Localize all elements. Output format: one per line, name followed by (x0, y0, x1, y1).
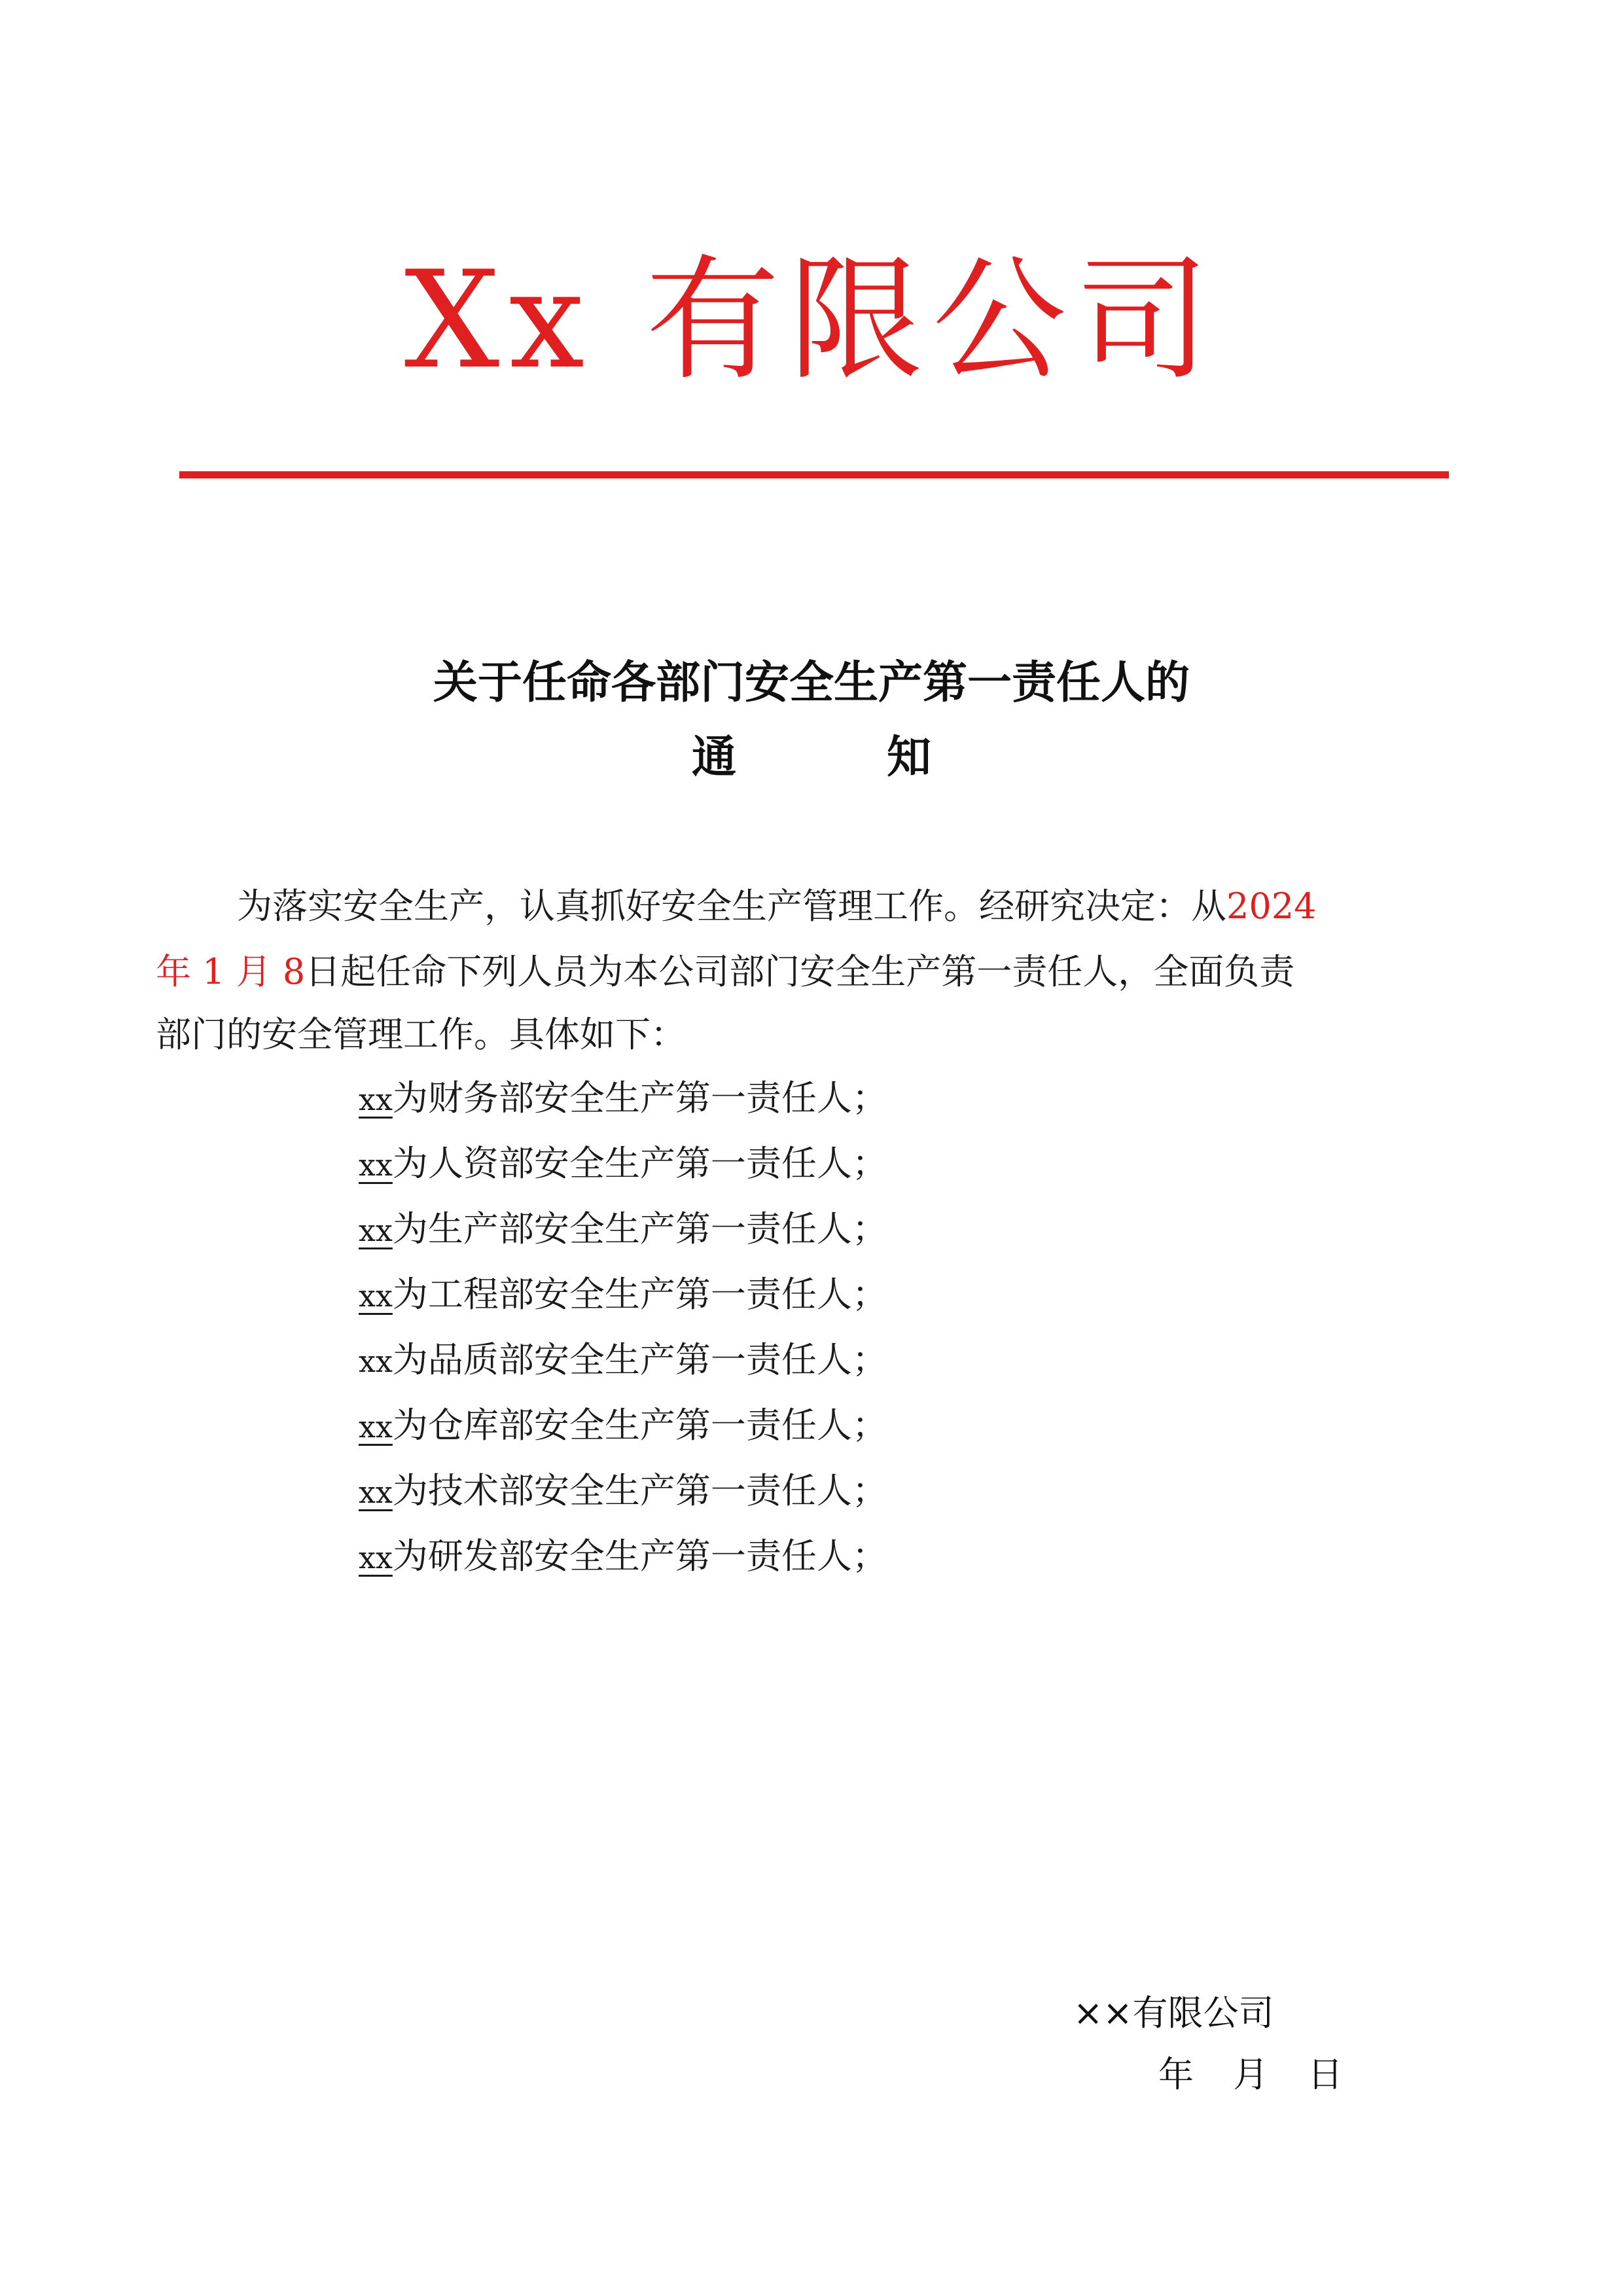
intro-line1-text: 为落实安全生产，认真抓好安全生产管理工作。经研究决定：从 (237, 886, 1226, 927)
appointment-item (359, 1262, 887, 1327)
company-letterhead: Xx 有限公司 (404, 243, 1219, 399)
intro-paragraph-line-1 (156, 874, 1484, 939)
appointment-text: 为工程部安全生产第一责任人； (392, 1274, 887, 1315)
letterhead-red-rule (179, 471, 1449, 478)
appointment-text: 为研发部安全生产第一责任人； (392, 1535, 887, 1577)
appointee-name: xx (359, 1475, 393, 1510)
appointment-item (359, 1066, 887, 1131)
appointment-item (359, 1524, 887, 1589)
appointee-name: xx (359, 1082, 393, 1117)
appointment-item (359, 1393, 887, 1458)
appointment-item (359, 1131, 887, 1196)
intro-year: 2024 (1226, 886, 1317, 927)
intro-paragraph-line-3: 部门的安全管理工作。具体如下： (156, 1014, 686, 1055)
signature-month-label: 月 (1233, 2054, 1268, 2095)
signature-company: ××有限公司 (1073, 1992, 1274, 2034)
appointment-text: 为品质部安全生产第一责任人； (392, 1339, 887, 1380)
document-title-line-1: 关于任命各部门安全生产第一责任人的 (433, 657, 1190, 709)
signature-year-label: 年 (1158, 2054, 1194, 2095)
appointee-name: xx (359, 1344, 393, 1379)
intro-date: 年 1 月 8 (156, 951, 306, 992)
intro-paragraph-line-2 (156, 939, 1484, 1005)
appointee-name: xx (359, 1540, 393, 1575)
appointment-item (359, 1327, 887, 1393)
appointment-text: 为人资部安全生产第一责任人； (392, 1143, 887, 1184)
appointee-name: xx (359, 1147, 393, 1183)
document-title-line-2 (0, 725, 1623, 791)
appointment-text: 为生产部安全生产第一责任人； (392, 1208, 887, 1249)
appointment-text: 为技术部安全生产第一责任人； (392, 1470, 887, 1511)
title-word-tong: 通 (691, 732, 736, 783)
appointment-item (359, 1196, 887, 1262)
appointment-list (359, 1066, 887, 1589)
appointee-name: xx (359, 1278, 393, 1314)
appointment-item (359, 1458, 887, 1524)
appointee-name: xx (359, 1213, 393, 1248)
intro-line2-text: 日起任命下列人员为本公司部门安全生产第一责任人，全面负责 (305, 951, 1295, 992)
appointment-text: 为财务部安全生产第一责任人； (392, 1077, 887, 1119)
title-word-zhi: 知 (887, 732, 932, 783)
signature-day-label: 日 (1308, 2054, 1343, 2095)
appointee-name: xx (359, 1409, 393, 1444)
appointment-text: 为仓库部安全生产第一责任人； (392, 1405, 887, 1446)
signature-date (1158, 2049, 1343, 2101)
